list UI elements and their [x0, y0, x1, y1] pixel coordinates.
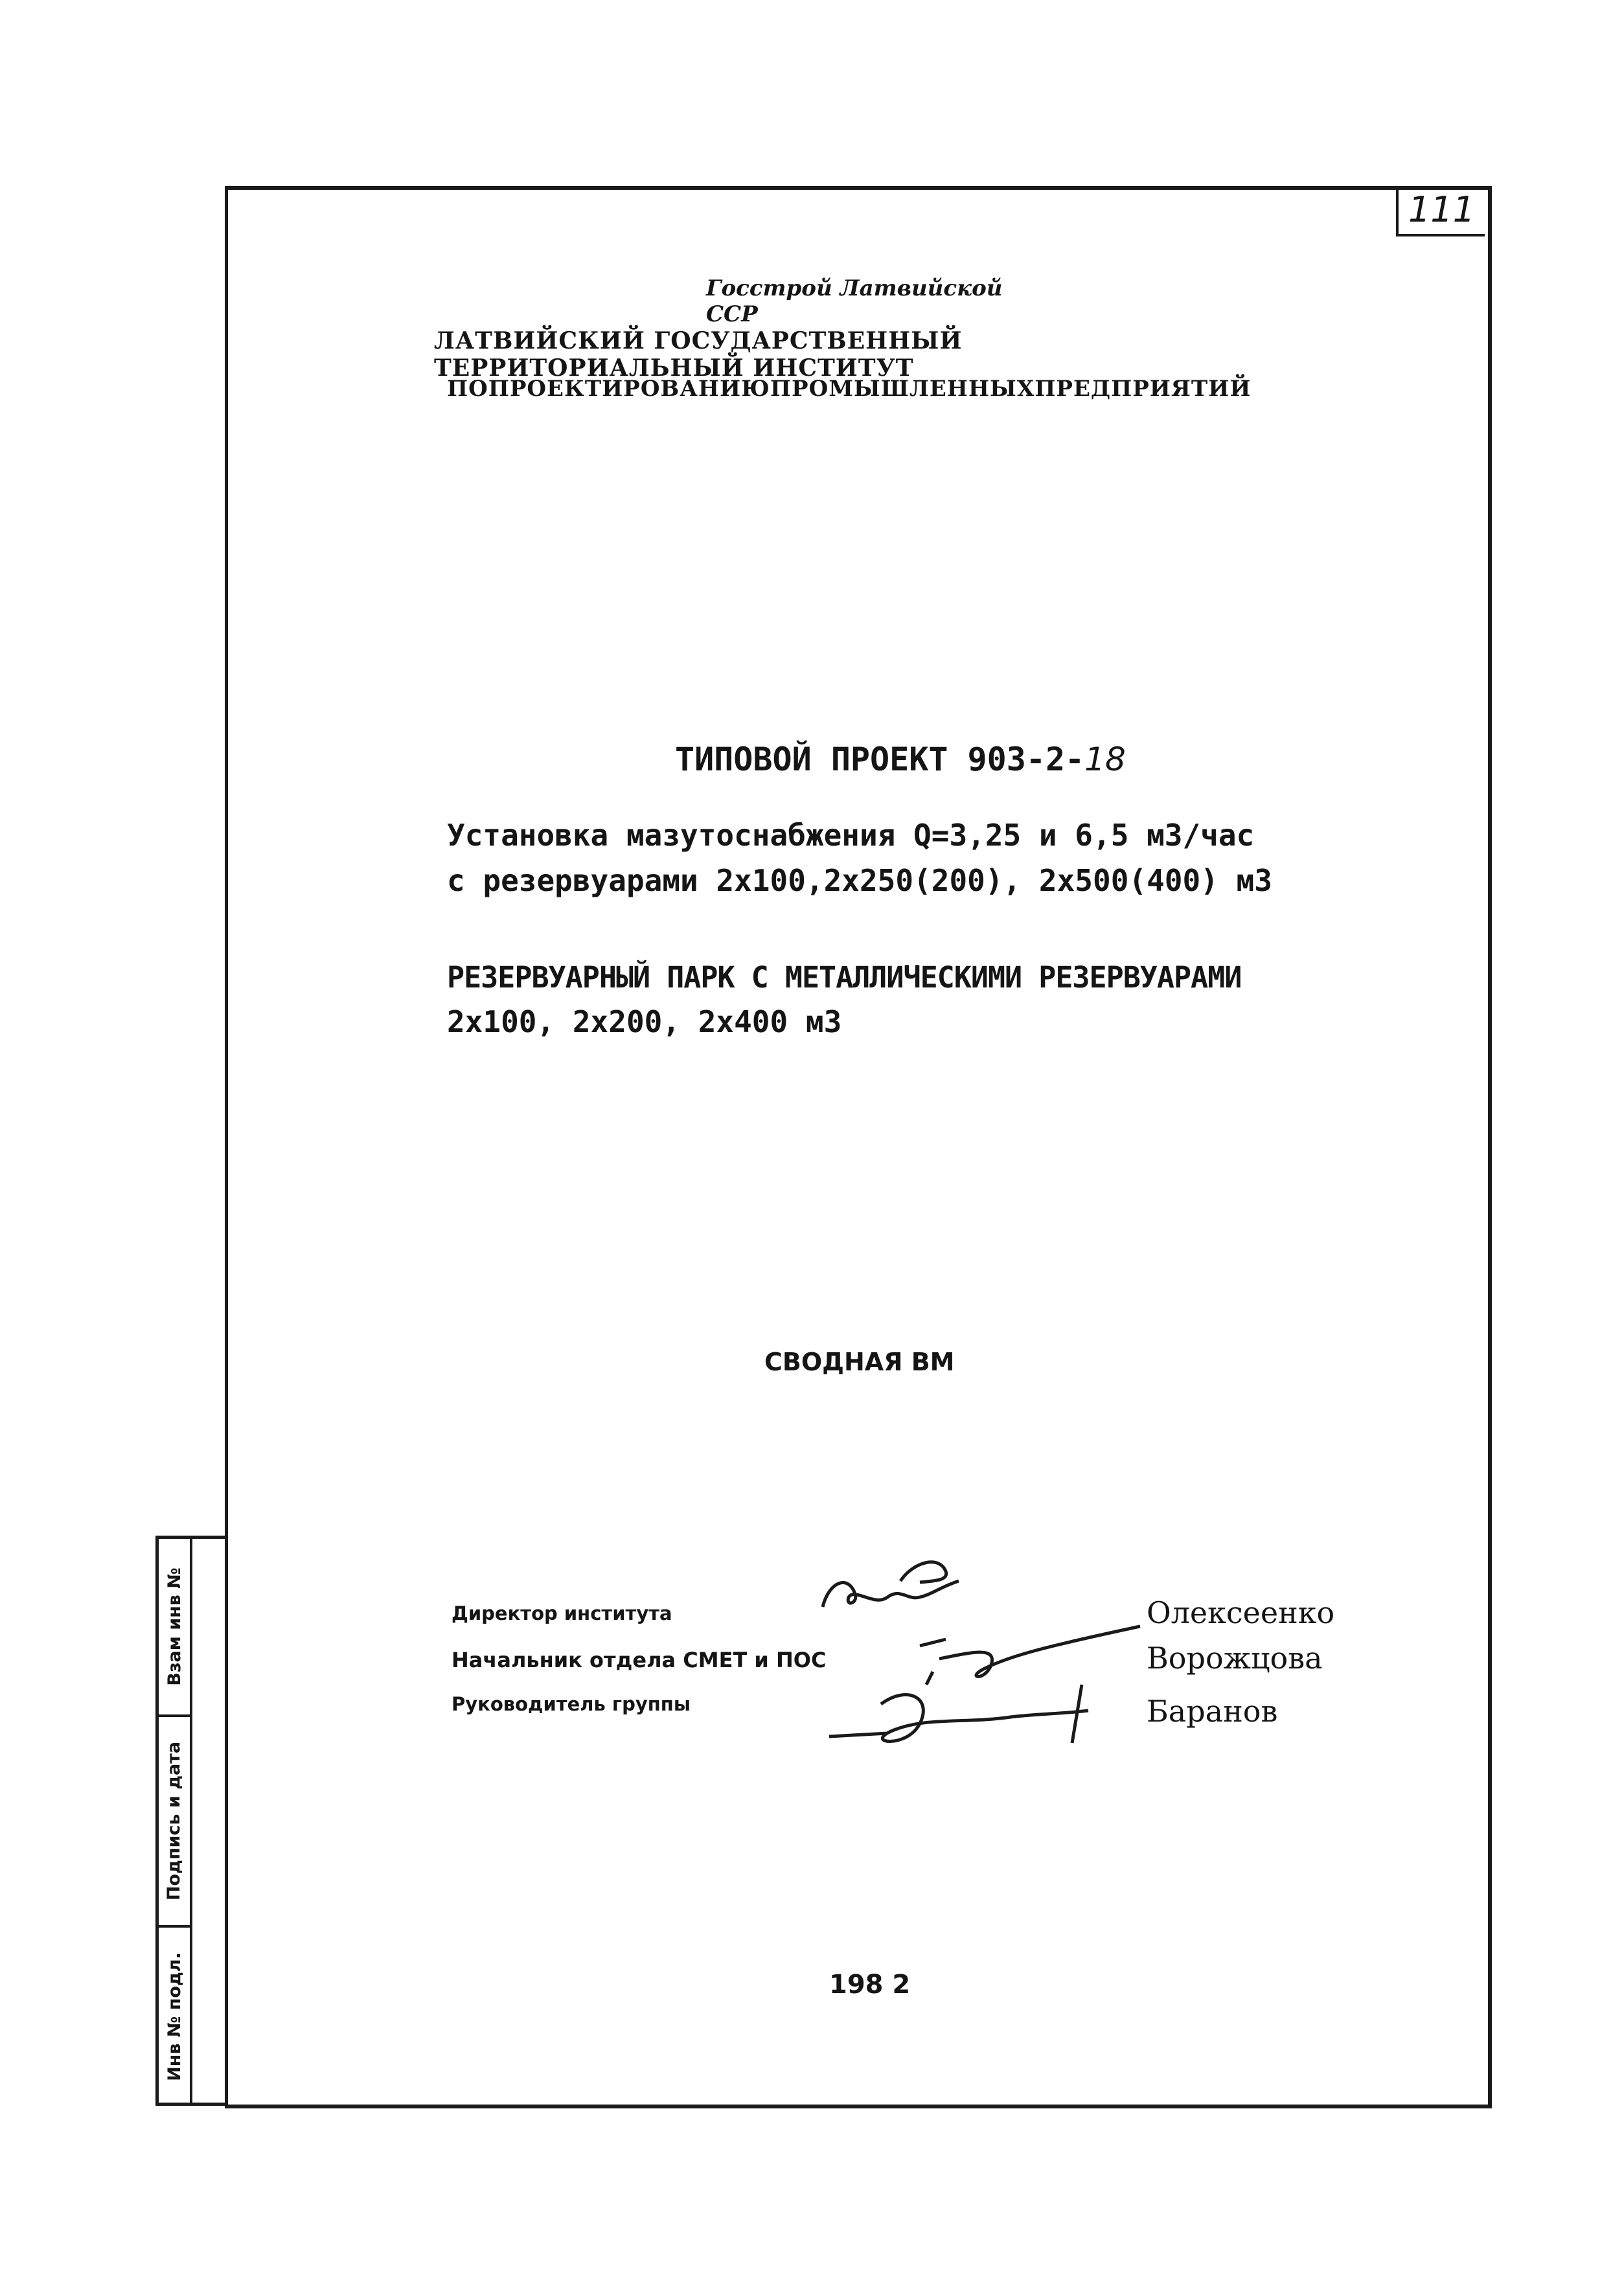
ministry-name: Госстрой Латвийской ССР — [706, 275, 1003, 327]
stamp-column-signature-date: Подпись и дата — [159, 1717, 192, 1928]
institute-word: ПРОЕКТИРОВАНИЮ — [488, 376, 770, 402]
project-title-line2: с резервуарами 2х100,2х250(200), 2х500(400) м3 — [447, 863, 1272, 898]
project-subtitle-line1: РЕЗЕРВУАРНЫЙ ПАРК С МЕТАЛЛИЧЕСКИМИ РЕЗЕРВУАРАМИ — [447, 960, 1242, 995]
side-stamp — [155, 1536, 227, 2106]
institute-word: ПРЕДПРИЯТИЙ — [1035, 376, 1252, 402]
project-label: ТИПОВОЙ ПРОЕКТ 903-2- — [675, 741, 1085, 778]
group-leader-signature — [816, 1678, 1114, 1769]
institute-name-line2 — [447, 376, 1250, 402]
institute-name-line1: ЛАТВИЙСКИЙ ГОСУДАРСТВЕННЫЙ ТЕРРИТОРИАЛЬНЫЙ ИНСТИТУТ — [434, 327, 963, 382]
project-number-handwritten: 18 — [1084, 741, 1126, 778]
stamp-column-replacement: Взам инв № — [159, 1539, 192, 1717]
year: 198 2 — [829, 1970, 911, 2000]
project-number — [675, 741, 1126, 778]
project-title-line1: Установка мазутоснабжения Q=3,25 и 6,5 м3/час — [447, 818, 1255, 853]
signatory-name: Олексеенко — [1147, 1595, 1335, 1630]
signatory-name: Ворожцова — [1147, 1641, 1323, 1676]
signatory-name: Баранов — [1147, 1694, 1278, 1729]
institute-word: ПРОМЫШЛЕННЫХ — [770, 376, 1035, 402]
institute-word: ПО — [447, 376, 488, 402]
sheet-number: 111 — [1396, 186, 1485, 236]
stamp-column-inventory: Инв № подл. — [159, 1928, 192, 2106]
signatory-role: Директор института — [452, 1602, 672, 1624]
document-frame — [225, 186, 1492, 2108]
project-subtitle-line2: 2х100, 2х200, 2х400 м3 — [447, 1004, 842, 1039]
signatory-role: Начальник отдела СМЕТ и ПОС — [452, 1648, 827, 1672]
signatory-role: Руководитель группы — [452, 1693, 691, 1715]
document-type: СВОДНАЯ ВМ — [764, 1348, 955, 1376]
